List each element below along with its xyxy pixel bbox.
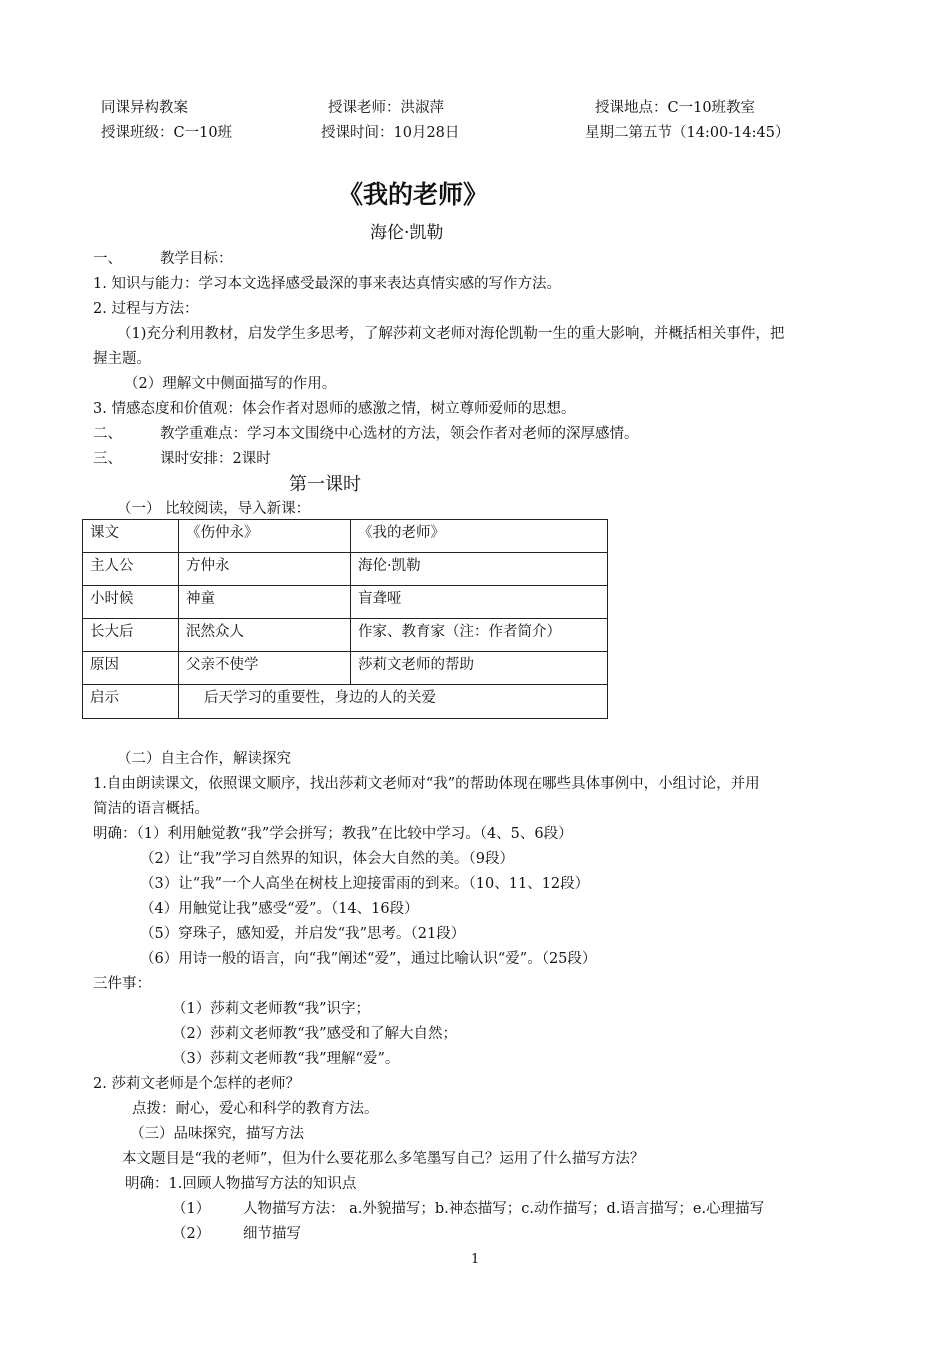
table-row	[83, 652, 608, 685]
section2-text: 教学重难点：学习本文围绕中心选材的方法，领会作者对老师的深厚感情。	[160, 426, 639, 442]
table-cell: 父亲不使学	[179, 652, 351, 685]
part1-heading: （一） 比较阅读，导入新课：	[117, 501, 311, 517]
table-cell: 方仲永	[179, 553, 351, 586]
header-location: 授课地点：C一10班教室	[595, 100, 756, 116]
table-cell: 小时候	[83, 586, 179, 619]
table-cell: 作家、教育家（注：作者简介）	[351, 619, 608, 652]
table-cell: 课文	[83, 520, 179, 553]
part3-heading: （三）品味探究，描写方法	[130, 1126, 304, 1142]
table-header-row	[83, 520, 608, 553]
question-1-line2: 简洁的语言概括。	[93, 801, 209, 817]
comparison-table	[82, 519, 608, 719]
answer-6: （6）用诗一般的语言，向“我”阐述“爱”，通过比喻认识“爱”。（25段）	[140, 951, 597, 967]
method-2-text: 细节描写	[243, 1226, 301, 1242]
question-2-answer: 点拨：耐心，爱心和科学的教育方法。	[132, 1101, 379, 1117]
part3-answer: 明确：1.回顾人物描写方法的知识点	[125, 1176, 357, 1192]
three-things-label: 三件事：	[93, 976, 151, 992]
answer-5: （5）穿珠子，感知爱，并启发“我”思考。（21段）	[140, 926, 466, 942]
answer-1: 明确：（1）利用触觉教“我”学会拼写；教我”在比较中学习。（4、5、6段）	[93, 826, 573, 842]
goal-2-2: （2）理解文中侧面描写的作用。	[124, 376, 337, 392]
table-cell: 海伦·凯勒	[351, 553, 608, 586]
table-cell: 主人公	[83, 553, 179, 586]
answer-4: （4）用触觉让我”感受“爱”。（14、16段）	[140, 901, 419, 917]
header-class: 授课班级：C一10班	[101, 125, 233, 141]
table-cell: 《我的老师》	[351, 520, 608, 553]
table-cell: 后天学习的重要性，身边的人的关爱	[179, 685, 608, 719]
part2-heading: （二）自主合作，解读探究	[117, 751, 291, 767]
table-cell: 长大后	[83, 619, 179, 652]
header-date: 授课时间：10月28日	[321, 125, 460, 141]
table-row	[83, 685, 608, 719]
table-cell: 《伤仲永》	[179, 520, 351, 553]
section2-number: 二、	[93, 426, 122, 442]
question-1-line1: 1.自由朗读课文，依照课文顺序，找出莎莉文老师对“我”的帮助体现在哪些具体事例中，小组讨论，并用	[93, 776, 760, 792]
goal-2-1-line1: （1)充分利用教材，启发学生多思考，了解莎莉文老师对海伦凯勒一生的重大影响，并概括相关事件，把	[117, 326, 785, 342]
three-thing-3: （3）莎莉文老师教“我”理解“爱”。	[172, 1051, 400, 1067]
table-row	[83, 619, 608, 652]
table-cell: 莎莉文老师的帮助	[351, 652, 608, 685]
page-number: 1	[471, 1252, 480, 1267]
method-2-number: （2）	[172, 1226, 211, 1242]
section1-title: 教学目标：	[160, 251, 233, 267]
question-2: 2. 莎莉文老师是个怎样的老师？	[93, 1076, 300, 1092]
three-thing-2: （2）莎莉文老师教“我”感受和了解大自然；	[172, 1026, 458, 1042]
table-cell: 启示	[83, 685, 179, 719]
lesson-title: 第一课时	[289, 474, 361, 495]
author: 海伦·凯勒	[370, 223, 444, 243]
table-row	[83, 553, 608, 586]
goal-2: 2. 过程与方法：	[93, 301, 199, 317]
part3-question: 本文题目是“我的老师”，但为什么要花那么多笔墨写自己？运用了什么描写方法？	[122, 1151, 645, 1167]
section3-number: 三、	[93, 451, 122, 467]
section3-text: 课时安排：2课时	[160, 451, 271, 467]
method-1-number: （1）	[172, 1201, 211, 1217]
method-1-text: 人物描写方法： a.外貌描写；b.神态描写；c.动作描写；d.语言描写；e.心理描写	[243, 1201, 765, 1217]
page-title: 《我的老师》	[338, 180, 489, 209]
table-cell: 原因	[83, 652, 179, 685]
section1-number: 一、	[93, 251, 122, 267]
header-teacher: 授课老师：洪淑萍	[328, 100, 444, 116]
three-thing-1: （1）莎莉文老师教“我”识字；	[172, 1001, 371, 1017]
table-row	[83, 586, 608, 619]
goal-1: 1. 知识与能力：学习本文选择感受最深的事来表达真情实感的写作方法。	[93, 276, 561, 292]
answer-2: （2）让“我”学习自然界的知识，体会大自然的美。（9段）	[140, 851, 515, 867]
goal-3: 3. 情感态度和价值观：体会作者对恩师的感激之情，树立尊师爱师的思想。	[93, 401, 576, 417]
answer-3: （3）让“我”一个人高坐在树枝上迎接雷雨的到来。（10、11、12段）	[140, 876, 590, 892]
table-cell: 盲聋哑	[351, 586, 608, 619]
goal-2-1-line2: 握主题。	[93, 351, 151, 367]
table-cell: 泯然众人	[179, 619, 351, 652]
header-period: 星期二第五节（14:00-14:45）	[585, 125, 790, 141]
header-doc-type: 同课异构教案	[101, 100, 188, 116]
table-cell: 神童	[179, 586, 351, 619]
